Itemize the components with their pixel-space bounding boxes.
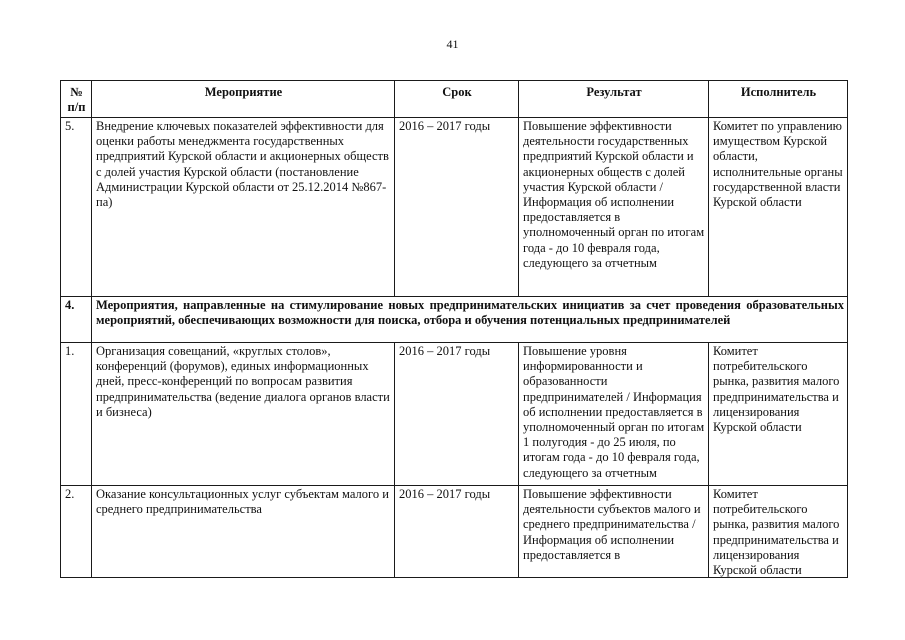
table-row	[61, 343, 848, 486]
row-result-cell	[519, 486, 709, 578]
row-executor-cell	[709, 486, 848, 578]
row-num: 5.	[61, 118, 92, 297]
row-term: 2016 – 2017 годы	[395, 343, 519, 486]
row-num: 1.	[61, 343, 92, 486]
row-result: Повышение эффективности деятельности государственных предприятий Курской области и акционерных обществ с долей участия Курской области / Информация об исполнении предоставляется в уполномоченный орган по итогам года - до 10 февраля года, следующего за отчетным	[523, 119, 705, 270]
header-term: Срок	[395, 81, 519, 118]
table-row	[61, 118, 848, 297]
row-event: Организация совещаний, «круглых столов», конференций (форумов), единых информационных дней, пресс-конференций по вопросам развития предпринимательства (ведение диалога органов власти и бизнеса)	[92, 343, 395, 486]
row-event: Внедрение ключевых показателей эффективности для оценки работы менеджмента государственных предприятий Курской области и акционерных обществ с долей участия Курской области (постановление Администрации Курской области от 25.12.2014 №867-па)	[92, 118, 395, 297]
row-result: Повышение уровня информированности и образованности предпринимателей / Информация об исполнении предоставляется в уполномоченный орган по итогам 1 полугодия - до 25 июля, по итогам года - до 10 февраля года, следующего за отчетным	[519, 343, 709, 486]
section-title: Мероприятия, направленные на стимулирование новых предпринимательских инициатив за счет проведения образовательных мероприятий, обеспечивающих возможности для поиска, отбора и обучения потенциальных предпринимателей	[92, 297, 848, 343]
row-executor: Комитет потребительского рынка, развития малого предпринимательства и лицензирования Курской области	[709, 343, 848, 486]
section-row	[61, 297, 848, 343]
row-result-cell	[519, 118, 709, 297]
page-number: 41	[446, 37, 459, 51]
header-result: Результат	[519, 81, 709, 118]
table-row	[61, 486, 848, 578]
header-event: Мероприятие	[92, 81, 395, 118]
row-event: Оказание консультационных услуг субъектам малого и среднего предпринимательства	[92, 486, 395, 578]
header-num: № п/п	[61, 81, 92, 118]
table-header-row	[61, 81, 848, 118]
row-term: 2016 – 2017 годы	[395, 486, 519, 578]
row-executor: Комитет по управлению имуществом Курской области, исполнительные органы государственной власти Курской области	[709, 118, 848, 297]
row-result: Повышение эффективности деятельности субъектов малого и среднего предпринимательства / Информация об исполнении предоставляется в	[523, 487, 701, 562]
row-num: 2.	[61, 486, 92, 578]
row-executor: Комитет потребительского рынка, развития малого предпринимательства и лицензирования Курской области	[713, 487, 840, 578]
measures-table	[60, 80, 848, 578]
section-num: 4.	[61, 297, 92, 343]
row-term: 2016 – 2017 годы	[395, 118, 519, 297]
header-executor: Исполнитель	[709, 81, 848, 118]
